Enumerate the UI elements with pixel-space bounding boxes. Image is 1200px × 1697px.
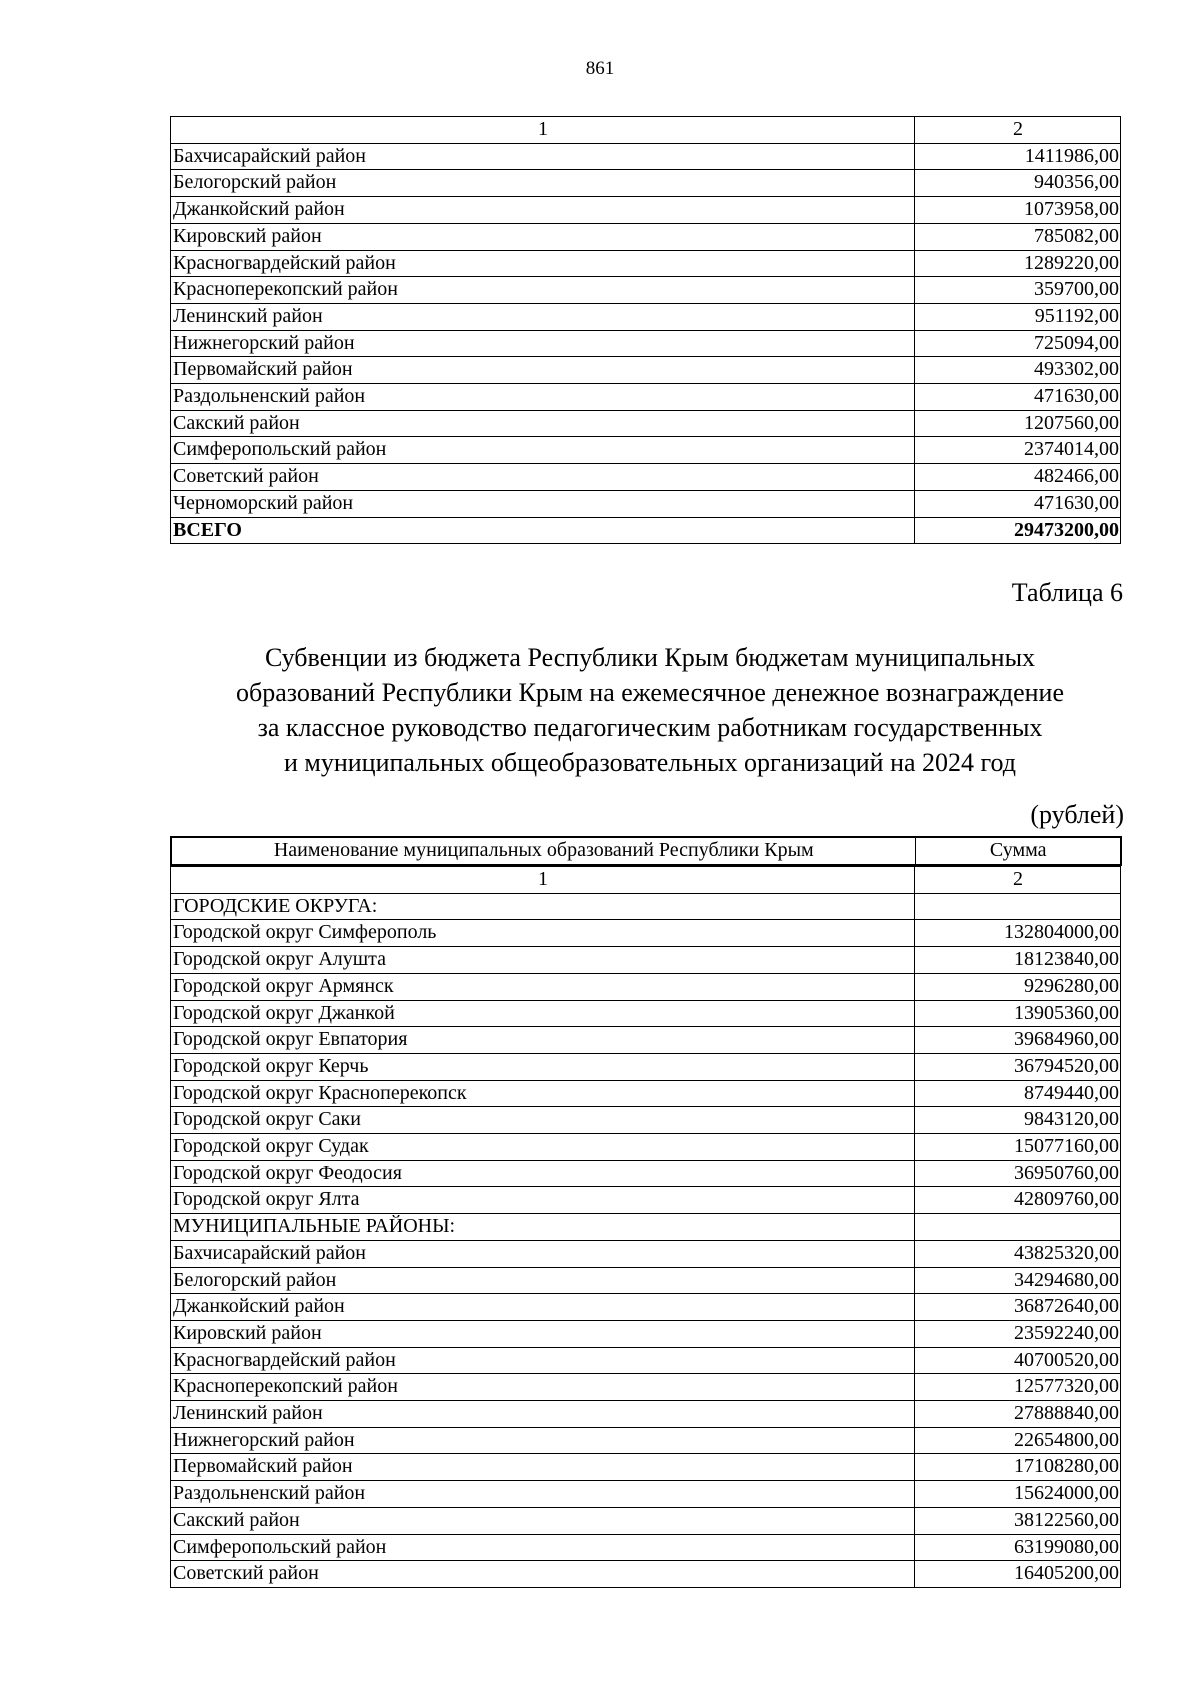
row-name: Красногвардейский район xyxy=(171,1347,915,1374)
table-row xyxy=(171,920,1121,947)
table-row xyxy=(171,947,1121,974)
table-row xyxy=(171,1481,1121,1508)
row-value: 16405200,00 xyxy=(915,1561,1121,1588)
table-row xyxy=(171,330,1121,357)
header-row xyxy=(171,837,1121,865)
table-title xyxy=(130,640,1170,780)
row-name: ГОРОДСКИЕ ОКРУГА: xyxy=(171,893,915,920)
row-name: Сакский район xyxy=(171,410,915,437)
row-value: 785082,00 xyxy=(915,223,1121,250)
row-name: Бахчисарайский район xyxy=(171,143,915,170)
table-row xyxy=(171,1240,1121,1267)
table-row xyxy=(171,437,1121,464)
table-row xyxy=(171,464,1121,491)
row-name: Советский район xyxy=(171,464,915,491)
row-value: 8749440,00 xyxy=(915,1080,1121,1107)
row-name: Городской округ Феодосия xyxy=(171,1160,915,1187)
row-name: Ленинский район xyxy=(171,1401,915,1428)
row-name: Раздольненский район xyxy=(171,1481,915,1508)
table-row xyxy=(171,1294,1121,1321)
table-row xyxy=(171,1080,1121,1107)
row-value: 2374014,00 xyxy=(915,437,1121,464)
table-row xyxy=(171,1187,1121,1214)
subventions-table-header xyxy=(170,836,1122,866)
row-value: 39684960,00 xyxy=(915,1027,1121,1054)
row-name: Городской округ Керчь xyxy=(171,1053,915,1080)
row-name: Красногвардейский район xyxy=(171,250,915,277)
row-name: Городской округ Судак xyxy=(171,1134,915,1161)
row-value: 13905360,00 xyxy=(915,1000,1121,1027)
page-number: 861 xyxy=(585,58,615,79)
row-value: 15624000,00 xyxy=(915,1481,1121,1508)
row-value: 15077160,00 xyxy=(915,1134,1121,1161)
row-name: Городской округ Джанкой xyxy=(171,1000,915,1027)
row-name: Джанкойский район xyxy=(171,197,915,224)
row-value: 22654800,00 xyxy=(915,1427,1121,1454)
section-heading-row xyxy=(171,893,1121,920)
row-name: Красноперекопский район xyxy=(171,1374,915,1401)
row-value: 38122560,00 xyxy=(915,1507,1121,1534)
row-name: Ленинский район xyxy=(171,303,915,330)
row-value: 359700,00 xyxy=(915,277,1121,304)
row-value: 9843120,00 xyxy=(915,1107,1121,1134)
row-value: 18123840,00 xyxy=(915,947,1121,974)
row-name: Городской округ Симферополь xyxy=(171,920,915,947)
subventions-table xyxy=(170,866,1121,1588)
table-row xyxy=(171,1374,1121,1401)
table-row xyxy=(171,1107,1121,1134)
table-title-line: Субвенции из бюджета Республики Крым бюджетам муниципальных xyxy=(264,643,1036,672)
row-name: Советский район xyxy=(171,1561,915,1588)
row-name: ВСЕГО xyxy=(171,517,915,544)
row-value: 1207560,00 xyxy=(915,410,1121,437)
table-row xyxy=(171,1347,1121,1374)
continued-districts-table xyxy=(170,116,1121,544)
row-name: Белогорский район xyxy=(171,170,915,197)
row-name: Городской округ Армянск xyxy=(171,973,915,1000)
table-row xyxy=(171,1160,1121,1187)
table-row xyxy=(171,143,1121,170)
row-value: 12577320,00 xyxy=(915,1374,1121,1401)
row-name: Городской округ Ялта xyxy=(171,1187,915,1214)
row-value xyxy=(915,893,1121,920)
row-name: Первомайский район xyxy=(171,357,915,384)
table-row xyxy=(171,1134,1121,1161)
row-name: Симферопольский район xyxy=(171,437,915,464)
row-name: Городской округ Красноперекопск xyxy=(171,1080,915,1107)
row-value: 132804000,00 xyxy=(915,920,1121,947)
table-label: Таблица 6 xyxy=(1011,578,1123,607)
row-name: Кировский район xyxy=(171,223,915,250)
table-row xyxy=(171,1534,1121,1561)
row-name: Городской округ Евпатория xyxy=(171,1027,915,1054)
row-value: 29473200,00 xyxy=(915,517,1121,544)
table-row xyxy=(171,1053,1121,1080)
table-row xyxy=(171,490,1121,517)
row-value: 40700520,00 xyxy=(915,1347,1121,1374)
header-name: Наименование муниципальных образований Республики Крым xyxy=(171,837,915,865)
row-value: 471630,00 xyxy=(915,384,1121,411)
units-label: (рублей) xyxy=(1030,800,1124,829)
row-value: 34294680,00 xyxy=(915,1267,1121,1294)
row-name: Джанкойский район xyxy=(171,1294,915,1321)
table-row xyxy=(171,1320,1121,1347)
column-number-1: 1 xyxy=(171,117,915,144)
row-value: 1073958,00 xyxy=(915,197,1121,224)
row-value: 940356,00 xyxy=(915,170,1121,197)
table-row xyxy=(171,1027,1121,1054)
column-number-row xyxy=(171,867,1121,894)
table-row xyxy=(171,250,1121,277)
table-row xyxy=(171,1267,1121,1294)
row-name: Сакский район xyxy=(171,1507,915,1534)
table-row xyxy=(171,357,1121,384)
table-row xyxy=(171,1401,1121,1428)
row-value: 63199080,00 xyxy=(915,1534,1121,1561)
row-value: 471630,00 xyxy=(915,490,1121,517)
table-row xyxy=(171,973,1121,1000)
column-number-1: 1 xyxy=(171,867,915,894)
row-name: Белогорский район xyxy=(171,1267,915,1294)
row-value: 725094,00 xyxy=(915,330,1121,357)
row-value: 23592240,00 xyxy=(915,1320,1121,1347)
table-row xyxy=(171,1507,1121,1534)
row-value: 482466,00 xyxy=(915,464,1121,491)
row-value: 1411986,00 xyxy=(915,143,1121,170)
table-row xyxy=(171,410,1121,437)
row-value: 36872640,00 xyxy=(915,1294,1121,1321)
section-heading-row xyxy=(171,1214,1121,1241)
table-row xyxy=(171,277,1121,304)
row-value: 951192,00 xyxy=(915,303,1121,330)
row-value: 493302,00 xyxy=(915,357,1121,384)
total-row xyxy=(171,517,1121,544)
table-row xyxy=(171,1000,1121,1027)
row-value: 17108280,00 xyxy=(915,1454,1121,1481)
row-name: Городской округ Саки xyxy=(171,1107,915,1134)
table-row xyxy=(171,384,1121,411)
row-name: МУНИЦИПАЛЬНЫЕ РАЙОНЫ: xyxy=(171,1214,915,1241)
row-value: 9296280,00 xyxy=(915,973,1121,1000)
row-name: Городской округ Алушта xyxy=(171,947,915,974)
column-number-2: 2 xyxy=(915,867,1121,894)
table-row xyxy=(171,223,1121,250)
row-name: Первомайский район xyxy=(171,1454,915,1481)
row-name: Нижнегорский район xyxy=(171,330,915,357)
row-name: Нижнегорский район xyxy=(171,1427,915,1454)
table-row xyxy=(171,1427,1121,1454)
row-value: 42809760,00 xyxy=(915,1187,1121,1214)
row-value: 43825320,00 xyxy=(915,1240,1121,1267)
row-name: Раздольненский район xyxy=(171,384,915,411)
table-row xyxy=(171,1454,1121,1481)
header-sum: Сумма xyxy=(915,837,1121,865)
row-name: Красноперекопский район xyxy=(171,277,915,304)
row-value xyxy=(915,1214,1121,1241)
row-name: Симферопольский район xyxy=(171,1534,915,1561)
row-value: 36794520,00 xyxy=(915,1053,1121,1080)
row-value: 27888840,00 xyxy=(915,1401,1121,1428)
table-title-line: образований Республики Крым на ежемесячное денежное вознаграждение xyxy=(235,678,1065,707)
row-name: Бахчисарайский район xyxy=(171,1240,915,1267)
column-number-row xyxy=(171,117,1121,144)
row-name: Черноморский район xyxy=(171,490,915,517)
table-row xyxy=(171,1561,1121,1588)
table-row xyxy=(171,197,1121,224)
table-title-line: и муниципальных общеобразовательных организаций на 2024 год xyxy=(283,748,1017,777)
table-title-line: за классное руководство педагогическим работникам государственных xyxy=(257,713,1043,742)
row-name: Кировский район xyxy=(171,1320,915,1347)
row-value: 1289220,00 xyxy=(915,250,1121,277)
column-number-2: 2 xyxy=(915,117,1121,144)
table-row xyxy=(171,170,1121,197)
table-row xyxy=(171,303,1121,330)
row-value: 36950760,00 xyxy=(915,1160,1121,1187)
